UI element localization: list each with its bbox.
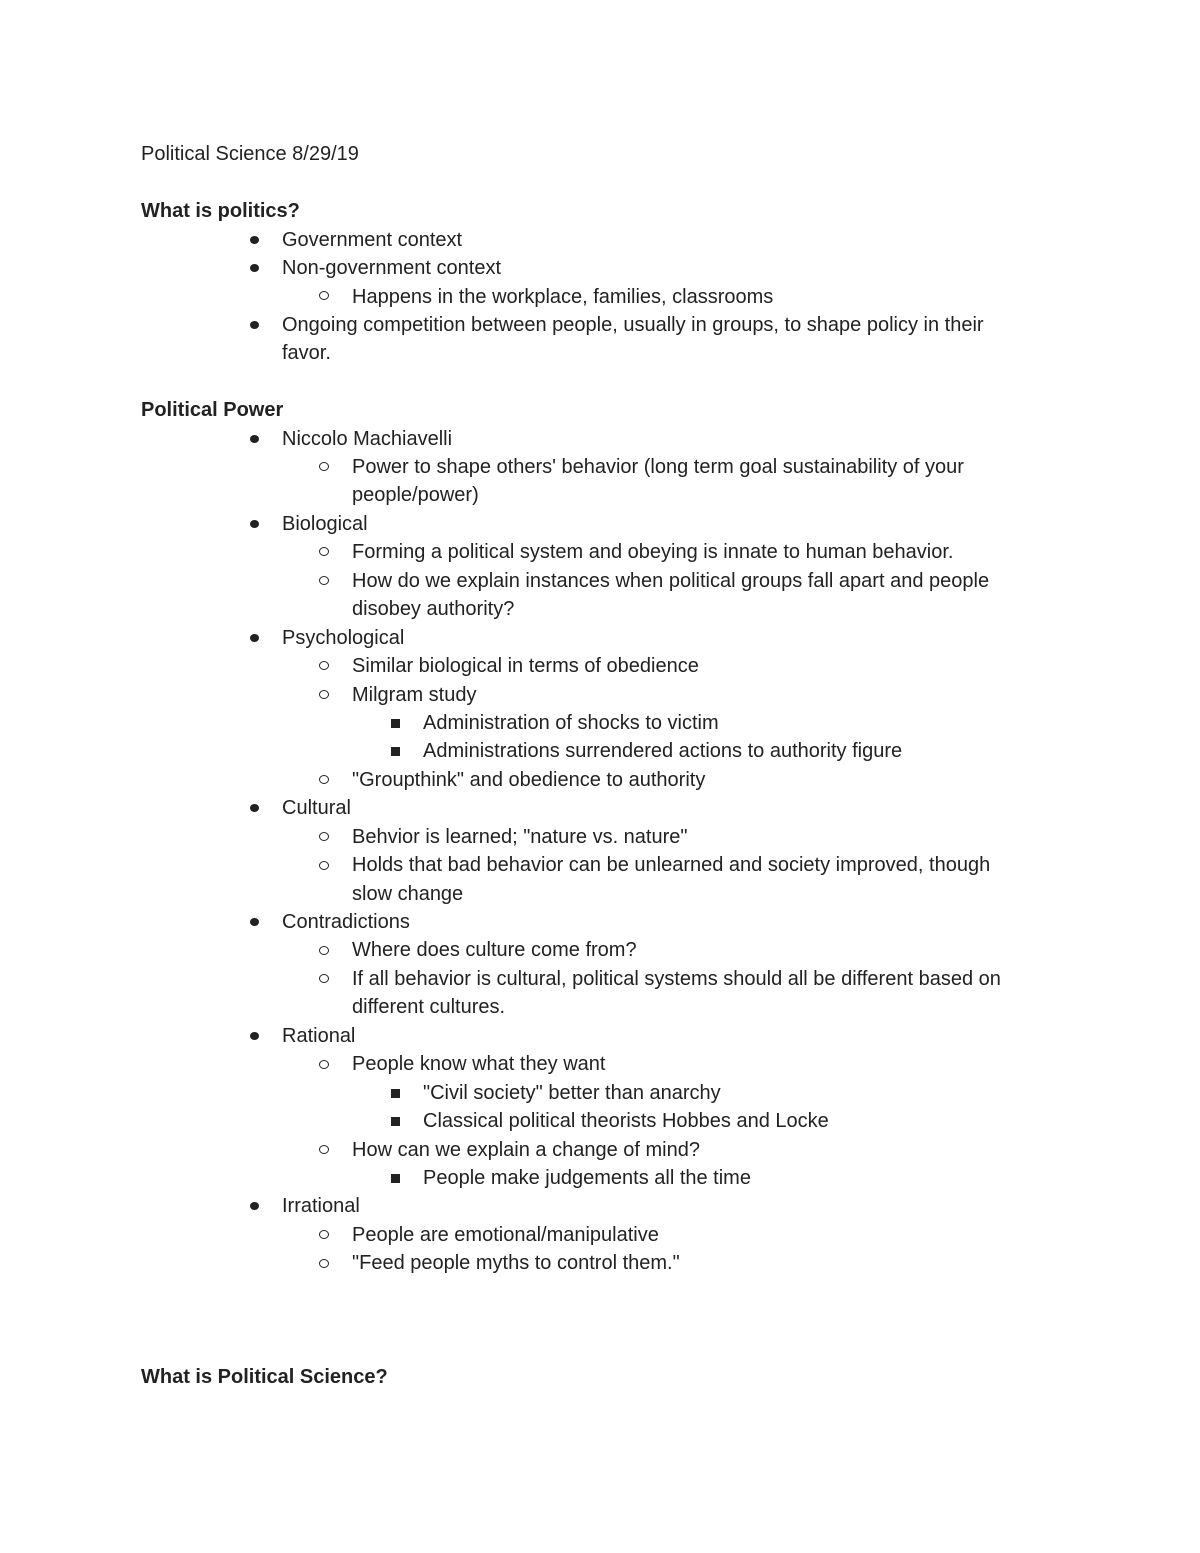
list-item: "Feed people myths to control them." <box>352 1252 680 1274</box>
bullet-disc-icon <box>250 1202 259 1210</box>
section-heading-what-is-political-science: What is Political Science? <box>141 1366 388 1388</box>
bullet-disc-icon <box>250 804 259 812</box>
list-item: How do we explain instances when political groups fall apart and people <box>352 570 990 592</box>
list-item: Administrations surrendered actions to authority figure <box>423 740 903 762</box>
list-item: How can we explain a change of mind? <box>352 1139 700 1161</box>
list-item: Niccolo Machiavelli <box>282 428 453 450</box>
list-item: Forming a political system and obeying is innate to human behavior. <box>352 541 954 563</box>
list-item: Government context <box>282 229 463 251</box>
list-item: Rational <box>282 1025 356 1047</box>
section-heading-political-power: Political Power <box>141 399 284 421</box>
list-item-continuation: favor. <box>282 342 331 364</box>
bullet-square-icon <box>391 719 400 728</box>
bullet-circle-icon <box>319 291 329 300</box>
list-item: Administration of shocks to victim <box>423 712 719 734</box>
bullet-circle-icon <box>319 690 329 699</box>
list-item: Behvior is learned; "nature vs. nature" <box>352 826 688 848</box>
list-item: People know what they want <box>352 1053 606 1075</box>
list-item-continuation: people/power) <box>352 484 479 506</box>
bullet-circle-icon <box>319 462 329 471</box>
bullet-square-icon <box>391 1174 400 1183</box>
list-item: Holds that bad behavior can be unlearned and society improved, though <box>352 854 991 876</box>
section-heading-what-is-politics: What is politics? <box>141 200 300 222</box>
list-item: "Groupthink" and obedience to authority <box>352 769 706 791</box>
list-item: Non-government context <box>282 257 502 279</box>
bullet-circle-icon <box>319 661 329 670</box>
list-item-continuation: disobey authority? <box>352 598 515 620</box>
bullet-circle-icon <box>319 1230 329 1239</box>
list-item: Irrational <box>282 1195 360 1217</box>
bullet-circle-icon <box>319 547 329 556</box>
list-item: Similar biological in terms of obedience <box>352 655 699 677</box>
bullet-disc-icon <box>250 1032 259 1040</box>
list-item: Power to shape others' behavior (long term goal sustainability of your <box>352 456 964 478</box>
list-item: Biological <box>282 513 368 535</box>
bullet-circle-icon <box>319 832 329 841</box>
bullet-disc-icon <box>250 918 259 926</box>
bullet-circle-icon <box>319 1060 329 1069</box>
list-item: Contradictions <box>282 911 410 933</box>
bullet-circle-icon <box>319 861 329 870</box>
bullet-circle-icon <box>319 1145 329 1154</box>
bullet-circle-icon <box>319 576 329 585</box>
list-item-continuation: slow change <box>352 883 464 905</box>
bullet-circle-icon <box>319 946 329 955</box>
bullet-disc-icon <box>250 236 259 244</box>
list-item: Happens in the workplace, families, classrooms <box>352 286 774 308</box>
list-item: Classical political theorists Hobbes and Locke <box>423 1110 829 1132</box>
bullet-circle-icon <box>319 775 329 784</box>
bullet-disc-icon <box>250 321 259 329</box>
bullet-disc-icon <box>250 264 259 272</box>
bullet-square-icon <box>391 1089 400 1098</box>
bullet-disc-icon <box>250 520 259 528</box>
document-title: Political Science 8/29/19 <box>141 143 359 165</box>
bullet-circle-icon <box>319 974 329 983</box>
bullet-square-icon <box>391 747 400 756</box>
list-item: Cultural <box>282 797 351 819</box>
list-item: Ongoing competition between people, usually in groups, to shape policy in their <box>282 314 984 336</box>
list-item: People make judgements all the time <box>423 1167 751 1189</box>
list-item: Psychological <box>282 627 405 649</box>
list-item: "Civil society" better than anarchy <box>423 1082 721 1104</box>
list-item: If all behavior is cultural, political systems should all be different based on <box>352 968 1001 990</box>
list-item: Milgram study <box>352 684 477 706</box>
bullet-disc-icon <box>250 634 259 642</box>
list-item: Where does culture come from? <box>352 939 637 961</box>
list-item: People are emotional/manipulative <box>352 1224 659 1246</box>
bullet-square-icon <box>391 1117 400 1126</box>
list-item-continuation: different cultures. <box>352 996 506 1018</box>
bullet-disc-icon <box>250 435 259 443</box>
bullet-circle-icon <box>319 1259 329 1268</box>
